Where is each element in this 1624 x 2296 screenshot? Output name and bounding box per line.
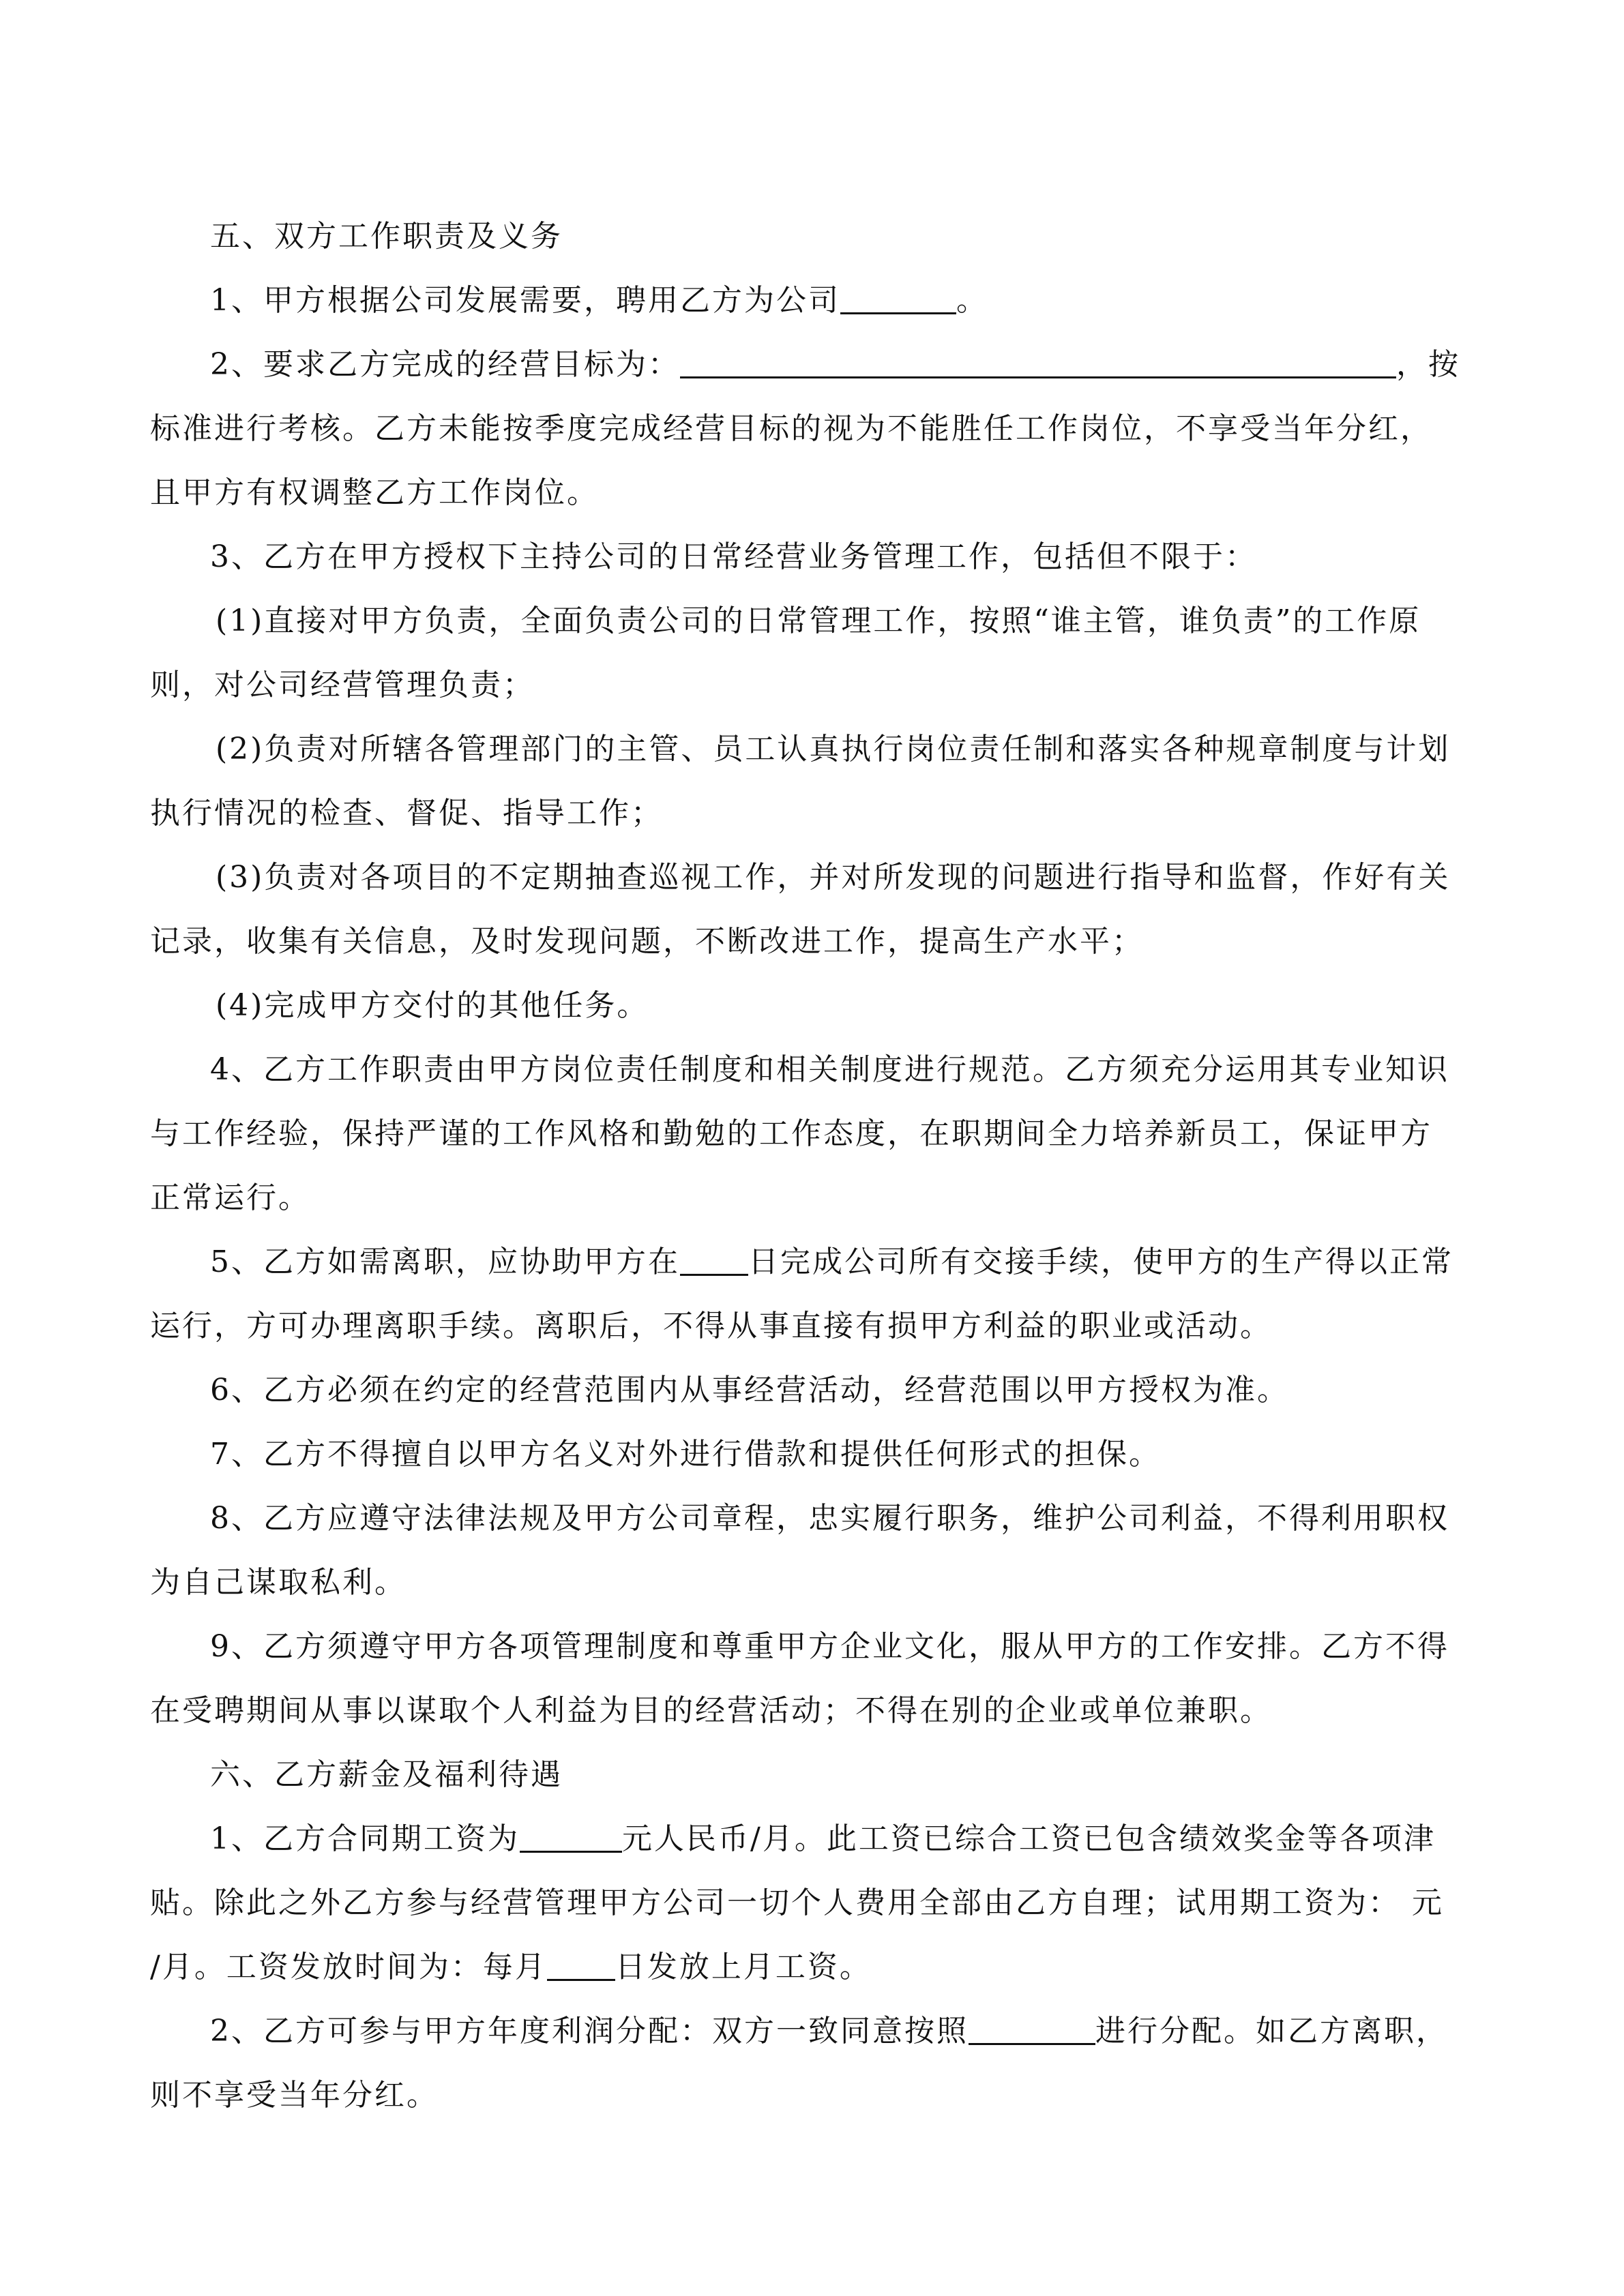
fill-blank-pay-day[interactable] [547,1949,615,1981]
document-body [150,205,1487,2128]
clause-5-5-line1 [150,1230,1487,1294]
clause-text: (3)负责对各项目的不定期抽查巡视工作，并对所发现的问题进行指导和监督，作好有关 [216,860,1451,895]
clause-6-2-line1 [150,1999,1487,2063]
clause-5-9-line2 [150,1679,1487,1743]
section-heading-text: 六、乙方薪金及福利待遇 [210,1757,563,1792]
section-heading-salary [150,1743,1487,1807]
clause-5-5-line2 [150,1294,1487,1358]
clause-text: 则，对公司经营管理负责； [150,668,535,702]
clause-5-2-line3 [150,461,1487,525]
clause-text: ，按 [1396,347,1460,382]
clause-6-1-line3 [150,1935,1487,1999]
clause-5-3-sub1-line1 [150,589,1487,653]
fill-blank-profit-ratio[interactable] [969,2013,1095,2045]
clause-5-3-intro [150,525,1487,589]
clause-5-4-line3 [150,1166,1487,1230]
clause-5-3-sub2-line2 [150,781,1487,846]
clause-text: 6、乙方必须在约定的经营范围内从事经营活动，经营范围以甲方授权为准。 [210,1373,1289,1407]
clause-text: 且甲方有权调整乙方工作岗位。 [150,475,599,510]
clause-text: (2)负责对所辖各管理部门的主管、员工认真执行岗位责任制和落实各种规章制度与计划 [216,732,1451,766]
clause-6-2-line2 [150,2063,1487,2128]
clause-text: 9、乙方须遵守甲方各项管理制度和尊重甲方企业文化，服从甲方的工作安排。乙方不得 [210,1629,1449,1664]
clause-text: 日完成公司所有交接手续，使甲方的生产得以正常 [748,1244,1453,1279]
clause-text: 记录，收集有关信息，及时发现问题，不断改进工作，提高生产水平； [150,924,1144,959]
clause-5-6 [150,1358,1487,1422]
clause-text: 2、要求乙方完成的经营目标为： [210,347,680,382]
clause-5-8-line1 [150,1487,1487,1551]
clause-text: 为自己谋取私利。 [150,1565,407,1600]
clause-5-9-line1 [150,1615,1487,1679]
clause-5-4-line1 [150,1038,1487,1102]
clause-text: /月。工资发放时间为：每月 [150,1950,547,1984]
clause-6-1-line1 [150,1807,1487,1871]
clause-text: 执行情况的检查、督促、指导工作； [150,796,663,831]
clause-text: 1、乙方合同期工资为 [210,1821,520,1856]
clause-5-2-line1 [150,333,1487,397]
clause-text: 8、乙方应遵守法律法规及甲方公司章程，忠实履行职务，维护公司利益，不得利用职权 [210,1501,1449,1536]
clause-text: 贴。除此之外乙方参与经营管理甲方公司一切个人费用全部由乙方自理；试用期工资为： 元 [150,1885,1444,1920]
clause-text: (4)完成甲方交付的其他任务。 [216,988,649,1023]
clause-text: 正常运行。 [150,1180,310,1215]
clause-text: 3、乙方在甲方授权下主持公司的日常经营业务管理工作，包括但不限于： [210,539,1257,574]
clause-text: 标准进行考核。乙方未能按季度完成经营目标的视为不能胜任工作岗位，不享受当年分红， [150,411,1432,446]
section-heading-duties [150,205,1487,269]
clause-text: 元人民币/月。此工资已综合工资已包含绩效奖金等各项津 [622,1821,1436,1856]
clause-5-3-sub1-line2 [150,653,1487,717]
clause-text: 进行分配。如乙方离职， [1095,2014,1448,2048]
clause-text: 5、乙方如需离职，应协助甲方在 [210,1244,680,1279]
fill-blank-monthly-salary[interactable] [520,1821,622,1853]
clause-text: 日发放上月工资。 [615,1950,872,1984]
clause-5-1 [150,269,1487,333]
clause-5-3-sub3-line1 [150,846,1487,910]
clause-5-2-line2 [150,397,1487,461]
clause-text: 1、甲方根据公司发展需要，聘用乙方为公司 [210,283,840,318]
clause-5-8-line2 [150,1551,1487,1615]
fill-blank-handover-days[interactable] [680,1244,748,1276]
fill-blank-business-target[interactable] [680,346,1396,378]
section-heading-text: 五、双方工作职责及义务 [210,219,563,254]
clause-text: 4、乙方工作职责由甲方岗位责任制度和相关制度进行规范。乙方须充分运用其专业知识 [210,1052,1449,1087]
clause-text: (1)直接对甲方负责，全面负责公司的日常管理工作，按照“谁主管，谁负责”的工作原 [216,603,1421,638]
clause-text: 。 [956,283,988,318]
clause-5-3-sub4 [150,974,1487,1038]
clause-5-3-sub3-line2 [150,910,1487,974]
clause-text: 在受聘期间从事以谋取个人利益为目的经营活动；不得在别的企业或单位兼职。 [150,1693,1272,1728]
fill-blank-position[interactable] [840,282,956,314]
clause-text: 2、乙方可参与甲方年度利润分配：双方一致同意按照 [210,2014,969,2048]
clause-text: 运行，方可办理离职手续。离职后，不得从事直接有损甲方利益的职业或活动。 [150,1309,1272,1343]
clause-text: 7、乙方不得擅自以甲方名义对外进行借款和提供任何形式的担保。 [210,1437,1161,1472]
clause-text: 则不享受当年分红。 [150,2078,439,2113]
clause-5-4-line2 [150,1102,1487,1166]
clause-5-7 [150,1422,1487,1487]
clause-text: 与工作经验，保持严谨的工作风格和勤勉的工作态度，在职期间全力培养新员工，保证甲方 [150,1116,1432,1151]
clause-5-3-sub2-line1 [150,717,1487,781]
clause-6-1-line2 [150,1871,1487,1935]
